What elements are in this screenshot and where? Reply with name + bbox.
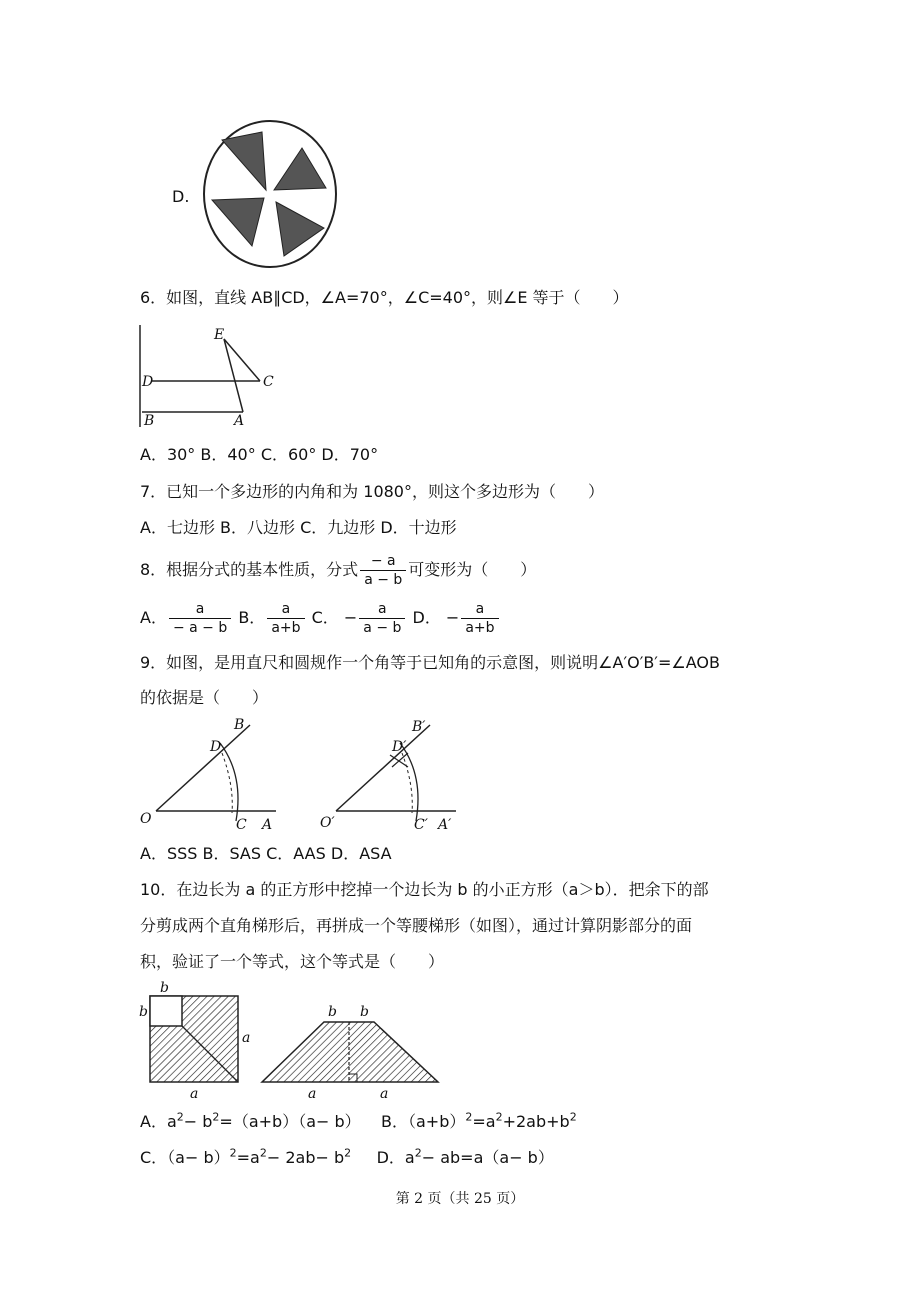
q9-left-label-c: C: [236, 817, 247, 833]
q10-right-label-a2: a: [380, 1086, 389, 1102]
q8-option-a-label: A．: [140, 608, 167, 627]
q6-label-e: E: [214, 327, 225, 343]
q6-figure: [138, 325, 278, 430]
q9-right-label-a: A′: [438, 817, 452, 833]
q8-option-b: [238, 601, 311, 636]
q10-option-c-part1: C．（a− b）: [140, 1148, 230, 1168]
q8-option-c-fraction: [359, 600, 405, 637]
q9-right-label-d: D′: [392, 739, 407, 755]
q9-stem-line2: 的依据是（ ）: [140, 688, 269, 707]
q8-option-b-fraction: [267, 600, 304, 637]
q10-options-row2: [140, 1142, 554, 1170]
q10-option-b-part3: +2ab+b: [502, 1112, 570, 1132]
q10-right-label-b1: b: [328, 1004, 337, 1020]
q10-option-a-sup2: 2: [212, 1111, 220, 1124]
q8-option-b-label: B．: [238, 608, 266, 627]
q8-option-d-denominator: a+b: [465, 620, 495, 636]
q10-option-d-part1: D．a: [376, 1148, 415, 1168]
q8-option-b-numerator: a: [267, 600, 304, 619]
q9-left-label-b: B: [234, 717, 245, 733]
q6-label-b: B: [144, 413, 155, 429]
q10-right-label-b2: b: [360, 1004, 369, 1020]
q10-option-a-part1: A．a: [140, 1112, 177, 1132]
q8-options: [140, 598, 501, 638]
q9-left-label-o: O: [140, 811, 152, 827]
q10-left-label-a-bottom: a: [190, 1086, 199, 1102]
q6-label-c: C: [263, 374, 274, 390]
q10-option-d-part2: − ab=a（a− b）: [421, 1148, 554, 1168]
q10-option-d-sup1: 2: [414, 1147, 422, 1160]
q6-label-d: D: [142, 374, 154, 390]
q10-options-row1: [140, 1106, 577, 1134]
q10-figure-right: [258, 980, 448, 1100]
q10-left-label-b-left: b: [139, 1004, 148, 1020]
q10-left-label-b-top: b: [160, 980, 169, 996]
q8-option-c-denominator: a − b: [363, 620, 402, 636]
q5-option-d-label: D.: [172, 187, 190, 206]
q9-right-label-o: O′: [320, 815, 335, 831]
q10-figure-left: [138, 980, 258, 1100]
q8-option-d-label: D．: [412, 608, 441, 627]
q8-stem-fraction: [360, 552, 406, 589]
q10-left-label-a-right: a: [242, 1030, 251, 1046]
q8-stem-denominator: a − b: [364, 572, 403, 588]
q10-option-c-part2: =a: [236, 1148, 260, 1168]
q10-option-c-part3: − 2ab− b: [266, 1148, 345, 1168]
q9-figure-left: [138, 715, 283, 835]
q9-left-label-d: D: [210, 739, 222, 755]
q10-option-b: [381, 1112, 577, 1131]
q10-stem-line1: 10．在边长为 a 的正方形中挖掉一个边长为 b 的小正方形（a＞b）．把余下的部: [140, 880, 709, 899]
q10-stem-line2: 分剪成两个直角梯形后，再拼成一个等腰梯形（如图），通过计算阴影部分的面: [140, 916, 693, 935]
q8-option-c-sign: −: [343, 608, 358, 627]
q8-option-a-numerator: a: [169, 600, 231, 619]
q7-stem: 7．已知一个多边形的内角和为 1080°，则这个多边形为（ ）: [140, 482, 604, 501]
q10-option-d: [377, 1148, 554, 1167]
q10-option-b-part2: =a: [472, 1112, 496, 1132]
q8-stem-numerator: − a: [360, 552, 406, 571]
q10-option-b-sup3: 2: [569, 1111, 577, 1124]
q8-stem-after: 可变形为（ ）: [408, 560, 537, 579]
q9-figure-right: [320, 715, 465, 835]
q10-option-c-sup3: 2: [344, 1147, 352, 1160]
q10-option-b-part1: B．（a+b）: [381, 1112, 466, 1132]
q9-options: A．SSS B．SAS C．AAS D．ASA: [140, 844, 392, 863]
q7-options: A．七边形 B．八边形 C．九边形 D．十边形: [140, 518, 457, 537]
q10-option-b-sup1: 2: [465, 1111, 473, 1124]
q8-stem-before: 8．根据分式的基本性质，分式: [140, 560, 359, 579]
q5-option-d-figure: [200, 118, 340, 270]
q10-stem-line3: 积，验证了一个等式，这个等式是（ ）: [140, 952, 445, 971]
q8-option-c-label: C．: [311, 608, 339, 627]
q6-label-a: A: [234, 413, 245, 429]
q9-right-label-c: C′: [414, 817, 428, 833]
q10-option-c-sup2: 2: [259, 1147, 267, 1160]
q8-stem: [140, 550, 536, 590]
q9-left-label-a: A: [262, 817, 273, 833]
q10-option-b-sup2: 2: [495, 1111, 503, 1124]
q8-option-d-fraction: [461, 600, 498, 637]
q9-right-label-b: B′: [412, 719, 426, 735]
q8-option-a-denominator: − a − b: [172, 620, 228, 636]
q10-option-a-part2: − b: [183, 1112, 213, 1132]
page-footer: 第 2 页（共 25 页）: [395, 1191, 525, 1207]
q10-option-a-sup1: 2: [176, 1111, 184, 1124]
q10-option-c: [140, 1148, 351, 1167]
q10-option-a: [140, 1112, 361, 1131]
q9-stem-line1: 9．如图，是用直尺和圆规作一个角等于已知角的示意图，则说明∠A′O′B′=∠AOB: [140, 653, 720, 672]
q6-stem: 6．如图，直线 AB∥CD，∠A=70°，∠C=40°，则∠E 等于（ ）: [140, 288, 629, 307]
q8-option-a: [140, 601, 238, 636]
q8-option-d-numerator: a: [461, 600, 498, 619]
q8-option-a-fraction: [169, 600, 231, 637]
q8-option-c: [311, 601, 413, 636]
q8-option-c-numerator: a: [359, 600, 405, 619]
q10-option-c-sup1: 2: [229, 1147, 237, 1160]
q6-options: A．30° B．40° C．60° D．70°: [140, 445, 379, 464]
q10-option-a-part3: =（a+b）（a− b）: [219, 1112, 361, 1132]
q8-option-d-sign: −: [445, 608, 460, 627]
q10-right-label-a1: a: [308, 1086, 317, 1102]
q8-option-d: [412, 601, 501, 636]
q8-option-b-denominator: a+b: [271, 620, 301, 636]
